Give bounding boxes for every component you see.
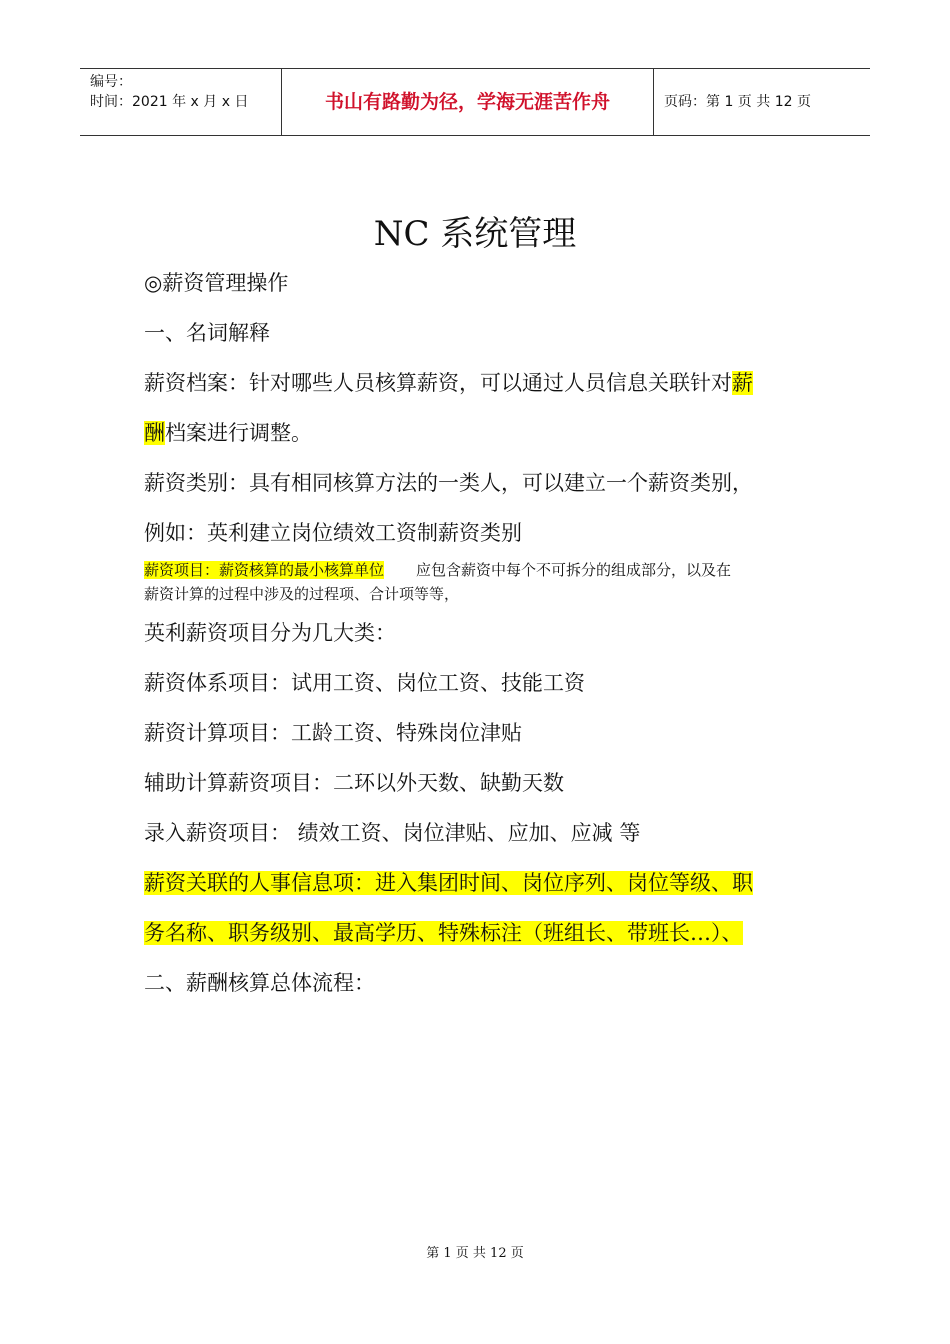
item-line-1-text: 应包含薪资中每个不可拆分的组成部分，以及在 xyxy=(416,561,732,579)
type-line-4: 录入薪资项目： 绩效工资、岗位津贴、应加、应减 等 xyxy=(144,821,641,845)
header-motto: 书山有路勤为径，学海无涯苦作舟 xyxy=(282,69,654,135)
hr-info-highlight-2: 务名称、职务级别、最高学历、特殊标注（班组长、带班长…）、 xyxy=(144,921,743,945)
category-line-2: 例如：英利建立岗位绩效工资制薪资类别 xyxy=(144,521,522,545)
item-highlight: 薪资项目：薪资核算的最小核算单位 xyxy=(144,561,385,579)
type-line-1: 薪资体系项目：试用工资、岗位工资、技能工资 xyxy=(144,671,585,695)
hr-info-line-1 xyxy=(144,868,753,898)
archive-line-1 xyxy=(144,368,753,398)
header-info-cell xyxy=(80,69,282,135)
archive-line-1-text: 薪资档案：针对哪些人员核算薪资，可以通过人员信息关联针对 xyxy=(144,371,732,395)
item-line-1 xyxy=(144,558,731,582)
page-header xyxy=(80,68,870,136)
hr-info-highlight-1: 薪资关联的人事信息项：进入集团时间、岗位序列、岗位等级、职 xyxy=(144,871,753,895)
heading-flow: 二、薪酬核算总体流程： xyxy=(144,971,375,995)
header-page-info: 页码：第 1 页 共 12 页 xyxy=(664,94,811,110)
heading-terms: 一、名词解释 xyxy=(144,321,270,345)
header-number-label: 编号： xyxy=(90,74,132,90)
page-footer: 第 1 页 共 12 页 xyxy=(426,1246,524,1261)
archive-highlight-2: 酬 xyxy=(144,421,165,445)
archive-line-2 xyxy=(144,418,312,448)
header-time-label: 时间：2021 年 x 月 x 日 xyxy=(90,94,249,110)
type-line-3: 辅助计算薪资项目：二环以外天数、缺勤天数 xyxy=(144,771,564,795)
document-title: NC 系统管理 xyxy=(373,214,577,254)
hr-info-line-2 xyxy=(144,918,743,948)
item-line-2: 薪资计算的过程中涉及的过程项、合计项等等， xyxy=(144,585,460,603)
type-line-2: 薪资计算项目：工龄工资、特殊岗位津贴 xyxy=(144,721,522,745)
section-mark: ◎薪资管理操作 xyxy=(144,271,289,295)
archive-highlight-1: 薪 xyxy=(732,371,753,395)
archive-line-2-text: 档案进行调整。 xyxy=(165,421,312,445)
types-intro: 英利薪资项目分为几大类： xyxy=(144,621,396,645)
category-line-1: 薪资类别：具有相同核算方法的一类人，可以建立一个薪资类别， xyxy=(144,471,753,495)
